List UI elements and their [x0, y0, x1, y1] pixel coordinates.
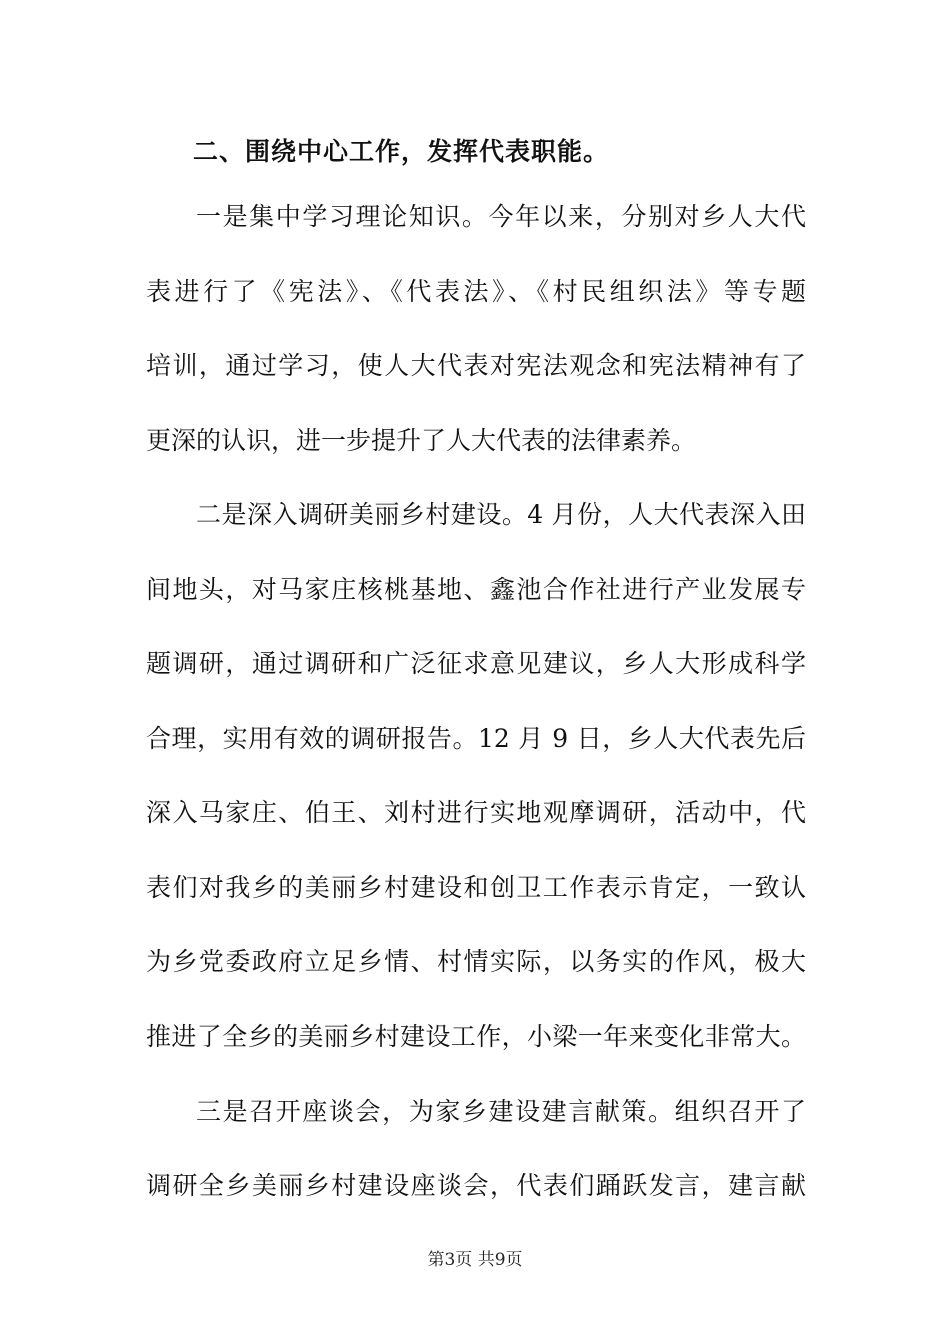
paragraph-2-line-7: 为乡党委政府立足乡情、村情实际，以务实的作风，极大 [146, 947, 806, 976]
page-footer: 第3页 共9页 [427, 1250, 523, 1270]
paragraph-2-line-6: 表们对我乡的美丽乡村建设和创卫工作表示肯定，一致认 [146, 873, 806, 902]
paragraph-3-line-2: 调研全乡美丽乡村建设座谈会，代表们踊跃发言，建言献 [146, 1171, 806, 1200]
paragraph-2-line-3: 题调研，通过调研和广泛征求意见建议，乡人大形成科学 [146, 649, 806, 678]
paragraph-2-line-2: 间地头，对马家庄核桃基地、鑫池合作社进行产业发展专 [146, 575, 806, 604]
paragraph-2-line-1: 二是深入调研美丽乡村建设。4 月份，人大代表深入田 [196, 500, 806, 529]
paragraph-2-line-8: 推进了全乡的美丽乡村建设工作，小梁一年来变化非常大。 [146, 1022, 806, 1051]
paragraph-1-line-1: 一是集中学习理论知识。今年以来，分别对乡人大代 [196, 202, 806, 231]
paragraph-1-line-4: 更深的认识，进一步提升了人大代表的法律素养。 [146, 426, 697, 455]
paragraph-2-line-4: 合理，实用有效的调研报告。12 月 9 日，乡人大代表先后 [146, 724, 806, 753]
paragraph-2-line-5: 深入马家庄、伯王、刘村进行实地观摩调研，活动中，代 [146, 798, 806, 827]
paragraph-3-line-1: 三是召开座谈会，为家乡建设建言献策。组织召开了 [196, 1097, 806, 1126]
paragraph-1-line-3: 培训，通过学习，使人大代表对宪法观念和宪法精神有了 [146, 351, 806, 380]
paragraph-1-line-2: 表进行了《宪法》、《代表法》、《村民组织法》等专题 [146, 277, 806, 306]
section-heading: 二、围绕中心工作，发挥代表职能。 [193, 137, 610, 166]
